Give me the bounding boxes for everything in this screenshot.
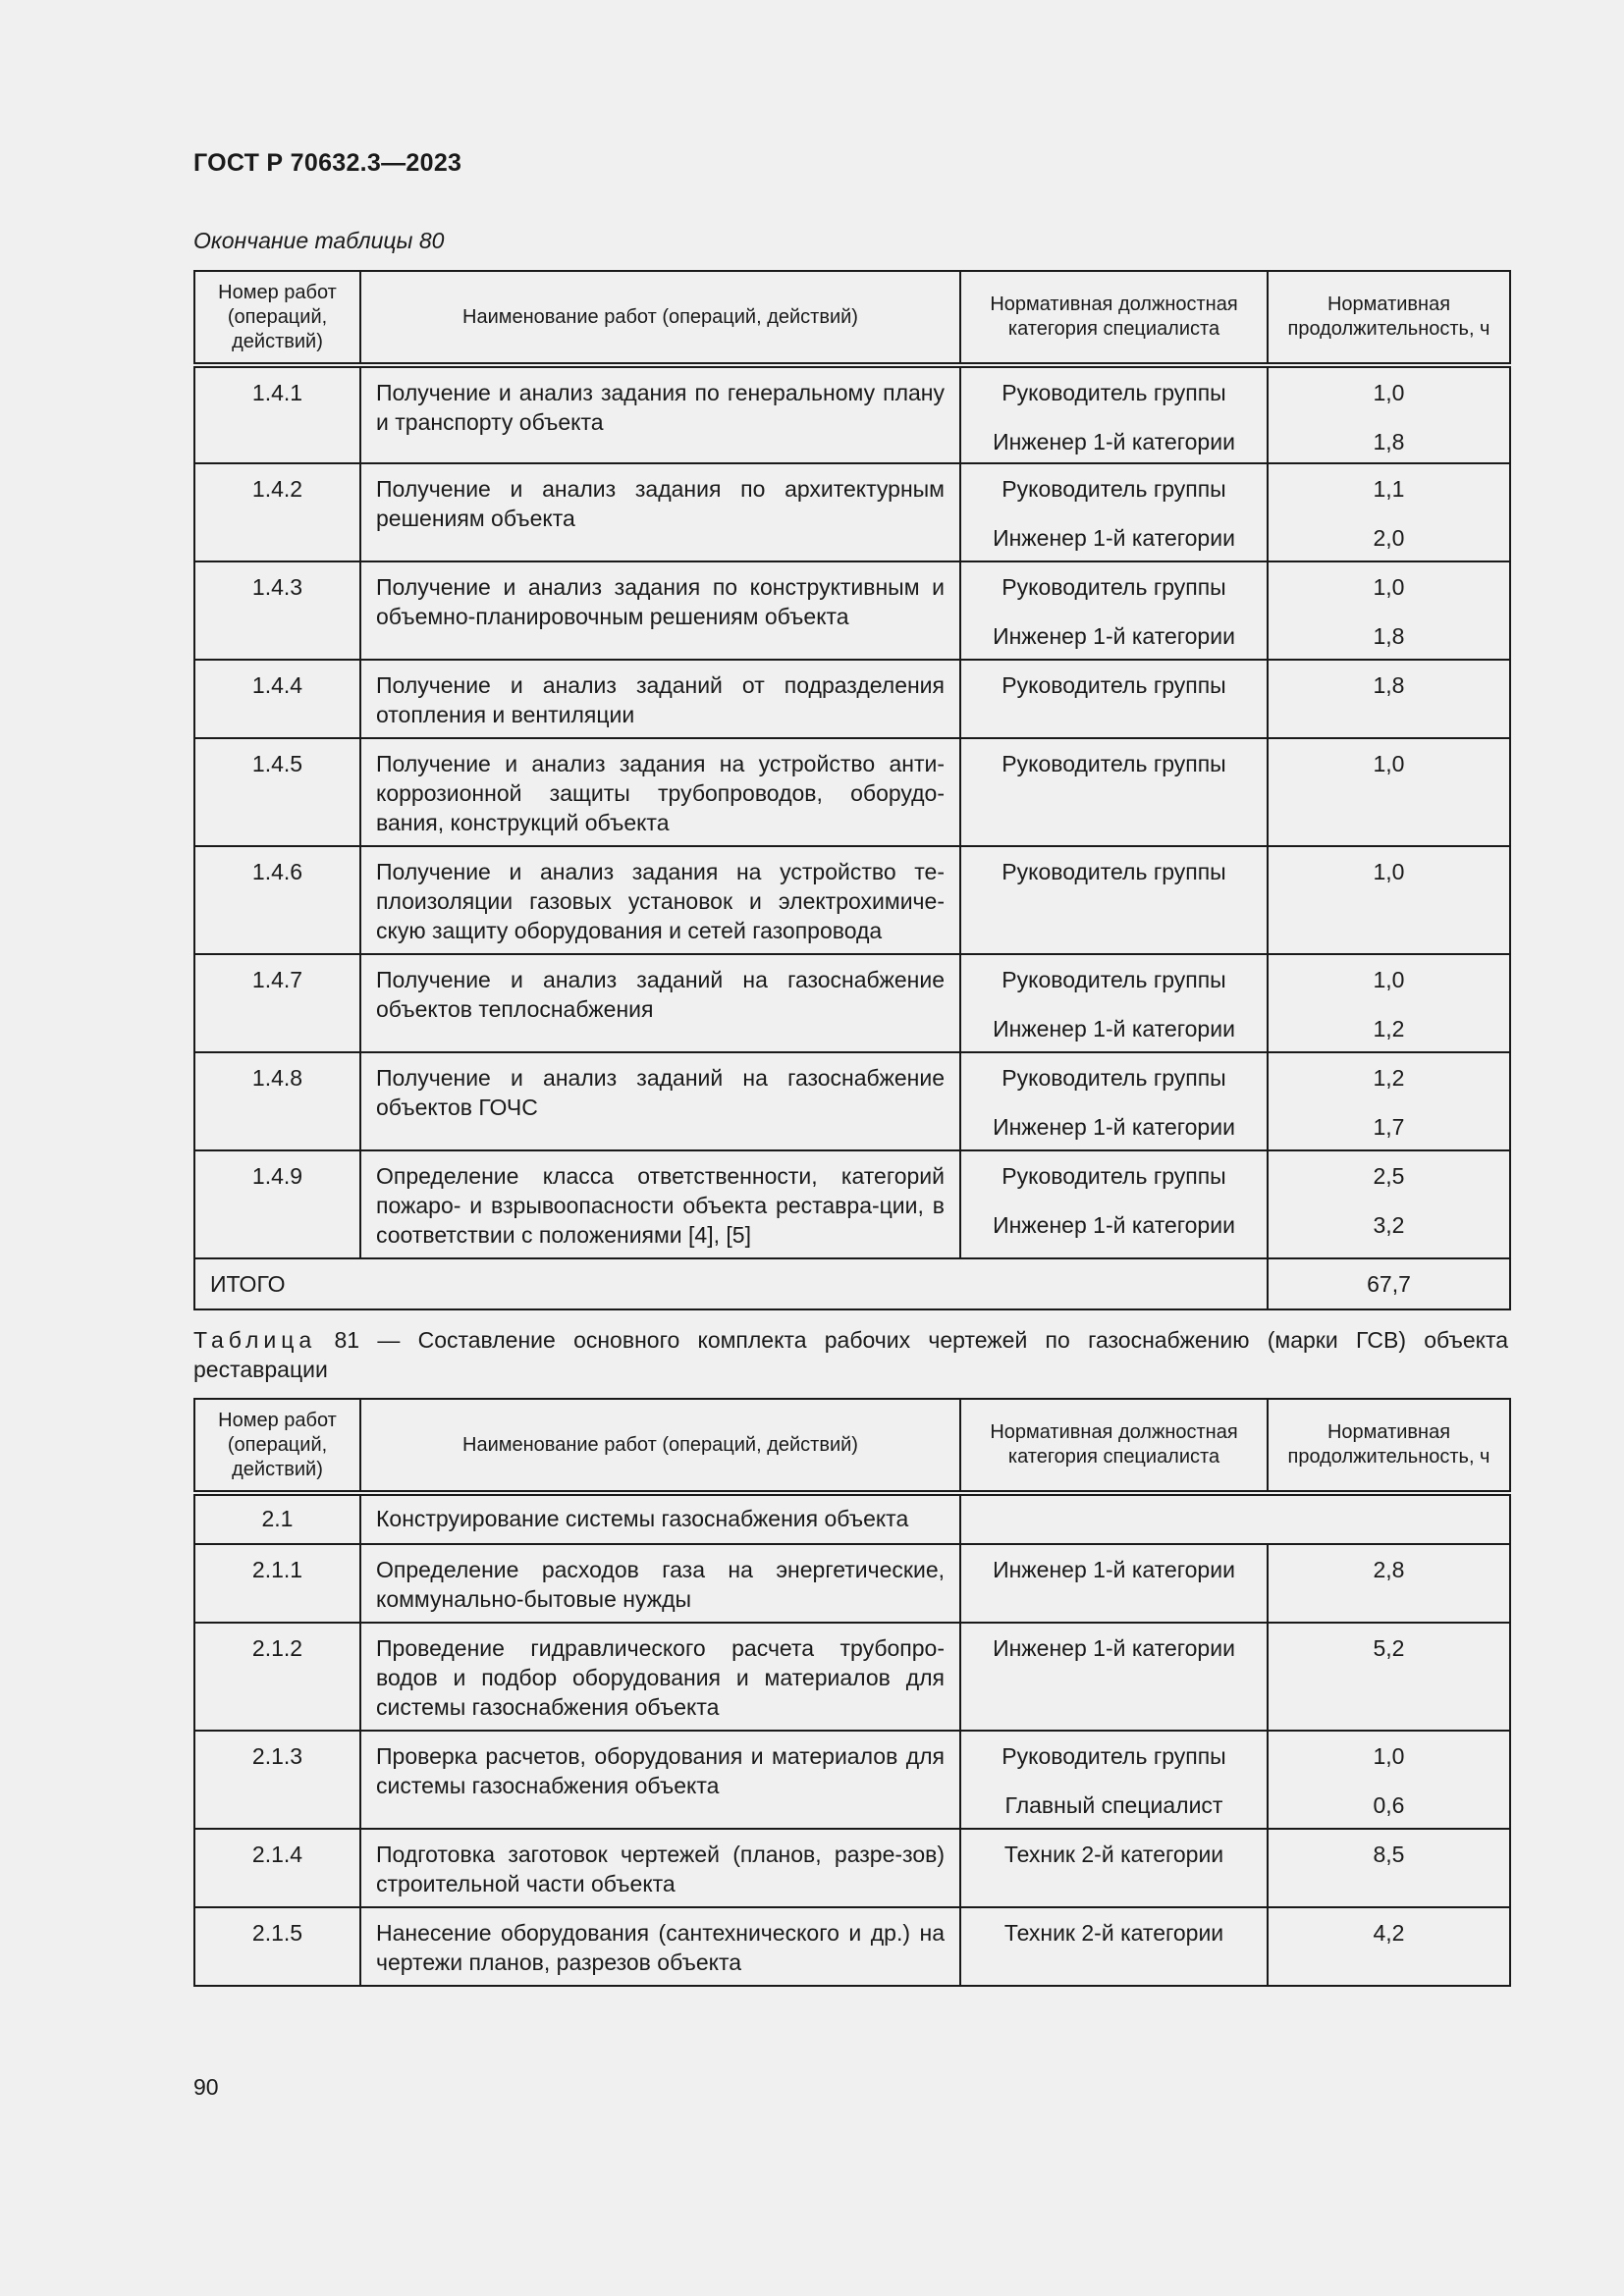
work-name: Получение и анализ заданий от подразделения отопления и вентиляции [360,660,960,738]
table-row [194,1544,1510,1623]
table-row [194,463,1510,561]
col-header-num: Номер работ (операций, действий) [194,1399,360,1493]
table-row [194,1829,1510,1907]
table81-header-row [194,1399,1510,1493]
work-number: 2.1.4 [194,1829,360,1907]
work-name: Определение класса ответственности, категорий пожаро- и взрывоопасности объекта реставра-ции, в соответствии с положениями [4], [5] [360,1150,960,1258]
work-name: Получение и анализ заданий на газоснабжение объектов теплоснабжения [360,954,960,1052]
work-name: Получение и анализ задания на устройство те-плоизоляции газовых установок и электрохимиче-скую защиту оборудования и сетей газопровода [360,846,960,954]
duration-cell [1268,660,1510,738]
table-row [194,954,1510,1052]
duration-cell [1268,1623,1510,1731]
table81-caption [193,1325,1508,1384]
duration-cell [1268,1544,1510,1623]
col-header-category: Нормативная должностная категория специалиста [960,271,1268,365]
table-row [194,846,1510,954]
work-number: 1.4.1 [194,365,360,463]
table81-caption-prefix: Таблица [193,1327,317,1353]
duration-value: 1,0 [1373,967,1405,992]
work-number: 1.4.6 [194,846,360,954]
work-number: 1.4.7 [194,954,360,1052]
duration-cell [1268,738,1510,846]
duration-value: 1,8 [1373,623,1405,649]
specialist-category: Техник 2-й категории [1003,1920,1224,1946]
specialist-category-cell [960,1150,1268,1258]
total-label: ИТОГО [194,1258,1268,1309]
duration-cell [1268,463,1510,561]
duration-cell [1268,365,1510,463]
table-80 [193,270,1511,1310]
specialist-category: Руководитель группы [1001,476,1226,502]
work-number: 1.4.9 [194,1150,360,1258]
table-row [194,660,1510,738]
duration-value: 1,0 [1373,574,1405,600]
specialist-category: Руководитель группы [1001,574,1226,600]
specialist-category-cell [960,365,1268,463]
specialist-category: Руководитель группы [1001,859,1226,884]
duration-value: 2,0 [1373,525,1405,551]
page-number: 90 [193,2074,219,2100]
work-number: 2.1.5 [194,1907,360,1986]
work-name: Получение и анализ задания по конструктивным и объемно-планировочным решениям объекта [360,561,960,660]
specialist-category: Инженер 1-й категории [993,429,1235,454]
table-row [194,1623,1510,1731]
work-number: 1.4.4 [194,660,360,738]
duration-value: 1,1 [1373,476,1405,502]
specialist-category: Руководитель группы [1001,1065,1226,1091]
duration-value: 3,2 [1373,1212,1405,1238]
table-row [194,365,1510,463]
work-name: Проведение гидравлического расчета трубопро-водов и подбор оборудования и материалов для системы газоснабжения объекта [360,1623,960,1731]
table80-caption: Окончание таблицы 80 [193,228,445,253]
duration-value: 1,0 [1373,751,1405,776]
specialist-category: Руководитель группы [1001,672,1226,698]
specialist-category: Инженер 1-й категории [993,1016,1235,1041]
duration-cell [1268,561,1510,660]
total-row [194,1258,1510,1309]
work-number: 1.4.3 [194,561,360,660]
specialist-category: Руководитель группы [1001,1743,1226,1769]
specialist-category-cell [960,561,1268,660]
duration-value: 1,0 [1373,859,1405,884]
work-name: Подготовка заготовок чертежей (планов, разре-зов) строительной части объекта [360,1829,960,1907]
work-number: 2.1.1 [194,1544,360,1623]
specialist-category: Руководитель группы [1001,380,1226,405]
col-header-name: Наименование работ (операций, действий) [360,1399,960,1493]
table80-header-row [194,271,1510,365]
col-header-name: Наименование работ (операций, действий) [360,271,960,365]
duration-value: 1,7 [1373,1114,1405,1140]
section-empty [960,1493,1510,1544]
specialist-category: Инженер 1-й категории [993,1114,1235,1140]
work-number: 2.1.2 [194,1623,360,1731]
work-name: Получение и анализ задания по архитектурным решениям объекта [360,463,960,561]
duration-cell [1268,846,1510,954]
col-header-category: Нормативная должностная категория специалиста [960,1399,1268,1493]
work-name: Проверка расчетов, оборудования и материалов для системы газоснабжения объекта [360,1731,960,1829]
duration-value: 2,5 [1373,1163,1405,1189]
duration-cell [1268,1052,1510,1150]
duration-value: 0,6 [1373,1792,1405,1818]
work-number: 1.4.5 [194,738,360,846]
duration-value: 1,2 [1373,1016,1405,1041]
table-row [194,561,1510,660]
work-name: Получение и анализ задания по генеральному плану и транспорту объекта [360,365,960,463]
specialist-category: Инженер 1-й категории [993,525,1235,551]
table-81 [193,1398,1511,1987]
table-row [194,738,1510,846]
col-header-num: Номер работ (операций, действий) [194,271,360,365]
duration-value: 1,8 [1373,672,1405,698]
specialist-category-cell [960,1623,1268,1731]
work-name: Определение расходов газа на энергетические, коммунально-бытовые нужды [360,1544,960,1623]
specialist-category: Инженер 1-й категории [993,1212,1235,1238]
work-number: 1.4.8 [194,1052,360,1150]
specialist-category-cell [960,1052,1268,1150]
duration-value: 4,2 [1373,1920,1405,1946]
specialist-category-cell [960,463,1268,561]
specialist-category-cell [960,1907,1268,1986]
duration-cell [1268,954,1510,1052]
duration-value: 5,2 [1373,1635,1405,1661]
specialist-category: Руководитель группы [1001,967,1226,992]
specialist-category-cell [960,1544,1268,1623]
table-row [194,1907,1510,1986]
duration-cell [1268,1150,1510,1258]
col-header-duration: Нормативная продолжительность, ч [1268,271,1510,365]
work-number: 1.4.2 [194,463,360,561]
table81-caption-text: 81 — Составление основного комплекта рабочих чертежей по газоснабжению (марки ГСВ) объекта реставрации [193,1327,1509,1382]
table-row [194,1150,1510,1258]
document-title: ГОСТ Р 70632.3—2023 [193,149,462,177]
duration-cell [1268,1907,1510,1986]
specialist-category-cell [960,738,1268,846]
duration-value: 2,8 [1373,1557,1405,1582]
specialist-category-cell [960,1829,1268,1907]
specialist-category: Руководитель группы [1001,1163,1226,1189]
table-row [194,1731,1510,1829]
work-name: Получение и анализ задания на устройство анти-коррозионной защиты трубопроводов, оборудо-вания, конструкций объекта [360,738,960,846]
duration-value: 1,2 [1373,1065,1405,1091]
duration-value: 1,0 [1373,1743,1405,1769]
duration-cell [1268,1731,1510,1829]
specialist-category: Инженер 1-й категории [993,1557,1235,1582]
work-number: 2.1.3 [194,1731,360,1829]
section-num: 2.1 [194,1493,360,1544]
specialist-category: Руководитель группы [1001,751,1226,776]
work-name: Получение и анализ заданий на газоснабжение объектов ГОЧС [360,1052,960,1150]
duration-cell [1268,1829,1510,1907]
total-value: 67,7 [1268,1258,1510,1309]
specialist-category-cell [960,660,1268,738]
col-header-duration: Нормативная продолжительность, ч [1268,1399,1510,1493]
specialist-category-cell [960,846,1268,954]
specialist-category: Главный специалист [1004,1792,1223,1818]
specialist-category: Техник 2-й категории [1003,1842,1224,1867]
table-row [194,1052,1510,1150]
table81-section-row [194,1493,1510,1544]
duration-value: 8,5 [1373,1842,1405,1867]
duration-value: 1,8 [1373,429,1405,454]
specialist-category-cell [960,954,1268,1052]
work-name: Нанесение оборудования (сантехнического и др.) на чертежи планов, разрезов объекта [360,1907,960,1986]
duration-value: 1,0 [1373,380,1405,405]
specialist-category-cell [960,1731,1268,1829]
section-name: Конструирование системы газоснабжения объекта [360,1493,960,1544]
specialist-category: Инженер 1-й категории [993,1635,1235,1661]
specialist-category: Инженер 1-й категории [993,623,1235,649]
